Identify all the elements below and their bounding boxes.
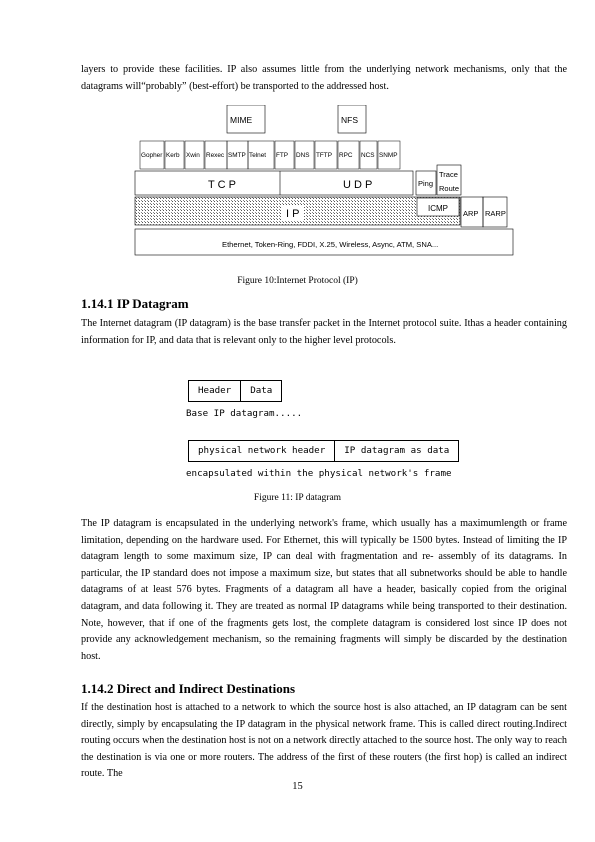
page-number: 15 (292, 781, 303, 792)
section-1142-heading: 1.14.2 Direct and Indirect Destinations (81, 681, 296, 696)
encapsulated-label: encapsulated within the physical network's frame (186, 468, 452, 479)
arp-label: ARP (463, 209, 479, 218)
encapsulated-frame (188, 440, 459, 462)
app-label-tftp: TFTP (316, 152, 332, 159)
base-ip-datagram (188, 380, 282, 402)
header-cell: Header (198, 385, 232, 396)
ping-label: Ping (418, 179, 434, 188)
section-1142-paragraph: If the destination host is attached to a network to which the source host is also attached, an IP datagram can be sent directly, simply by encapsulating the IP datagram in the physical network frame. This is called direct routing.Indirect routing occurs when the destination host is not on a network directly attached to the source host. The only way to reach the destination is via one or more routers. The address of the first of these routers (the first hop) is called an indirect route. The (81, 702, 567, 780)
app-label-ftp: FTP (276, 152, 289, 159)
app-label-dns: DNS (296, 152, 310, 159)
base-datagram-label: Base IP datagram..... (186, 408, 303, 419)
tcp-label: T C P (208, 179, 236, 191)
icmp-label: ICMP (428, 204, 448, 213)
ip-datagram-data-cell: IP datagram as data (334, 441, 458, 461)
intro-paragraph: layers to provide these facilities. IP also assumes little from the underlying network mechanisms, only that the datagrams will“probably” (best-effort) be transported to the addressed host. (81, 64, 567, 92)
figure-10-protocol-stack (130, 105, 516, 260)
section-1141-heading: 1.14.1 IP Datagram (81, 296, 189, 311)
app-label-telnet: Telnet (249, 152, 267, 159)
app-label-rpc: RPC (339, 152, 353, 159)
figure-11-caption: Figure 11: IP datagram (253, 493, 342, 503)
trace-label-line1: Trace (439, 170, 458, 179)
rarp-label: RARP (485, 209, 506, 218)
ip-label: I P (286, 208, 300, 220)
udp-label: U D P (343, 179, 373, 191)
trace-label-line2: Route (439, 184, 460, 193)
section-1141-paragraph: The Internet datagram (IP datagram) is the base transfer packet in the Internet protocol suite. Ithas a header containing information for IP, and data that is relevant only to the higher level protocols. (81, 318, 567, 346)
app-label-xwin: Xwin (186, 152, 200, 159)
figure-10-caption: Figure 10:Internet Protocol (IP) (237, 276, 358, 286)
link-layer-label: Ethernet, Token-Ring, FDDI, X.25, Wireless, Async, ATM, SNA... (222, 240, 439, 249)
datagram-paragraph: The IP datagram is encapsulated in the underlying network's frame, which usually has a maximumlength or frame limitation, depending on the hardware used. For Ethernet, this will typically be 1500 bytes. Instead of limiting the IP datagram length to some maximum size, IP can deal with fragmentation and re- assembly of its datagrams. In particular, the IP standard does not impose a maximum size, but states that all subnetworks should be able to handle datagrams of at least 576 bytes. Fragments of a datagram all have a header, basically copied from the original datagram, and data following it. They are treated as normal IP datagrams while being transported to their destination. Note, however, that if one of the fragments gets lost, the complete datagram is considered lost since IP does not provide any acknowledgement mechanism, so the remaining fragments will simply be discarded by the destination host. (81, 518, 567, 662)
nfs-label: NFS (341, 115, 358, 125)
app-label-rexec: Rexec (206, 152, 225, 159)
app-label-smtp: SMTP (228, 152, 246, 159)
mime-label: MIME (230, 115, 253, 125)
app-label-snmp: SNMP (379, 152, 398, 159)
physical-header-cell: physical network header (198, 445, 326, 456)
app-label-gopher: Gopher (141, 152, 163, 159)
data-cell: Data (240, 381, 281, 401)
app-label-ncs: NCS (361, 152, 375, 159)
app-label-kerb: Kerb (166, 152, 180, 159)
application-protocols-row (140, 141, 400, 169)
